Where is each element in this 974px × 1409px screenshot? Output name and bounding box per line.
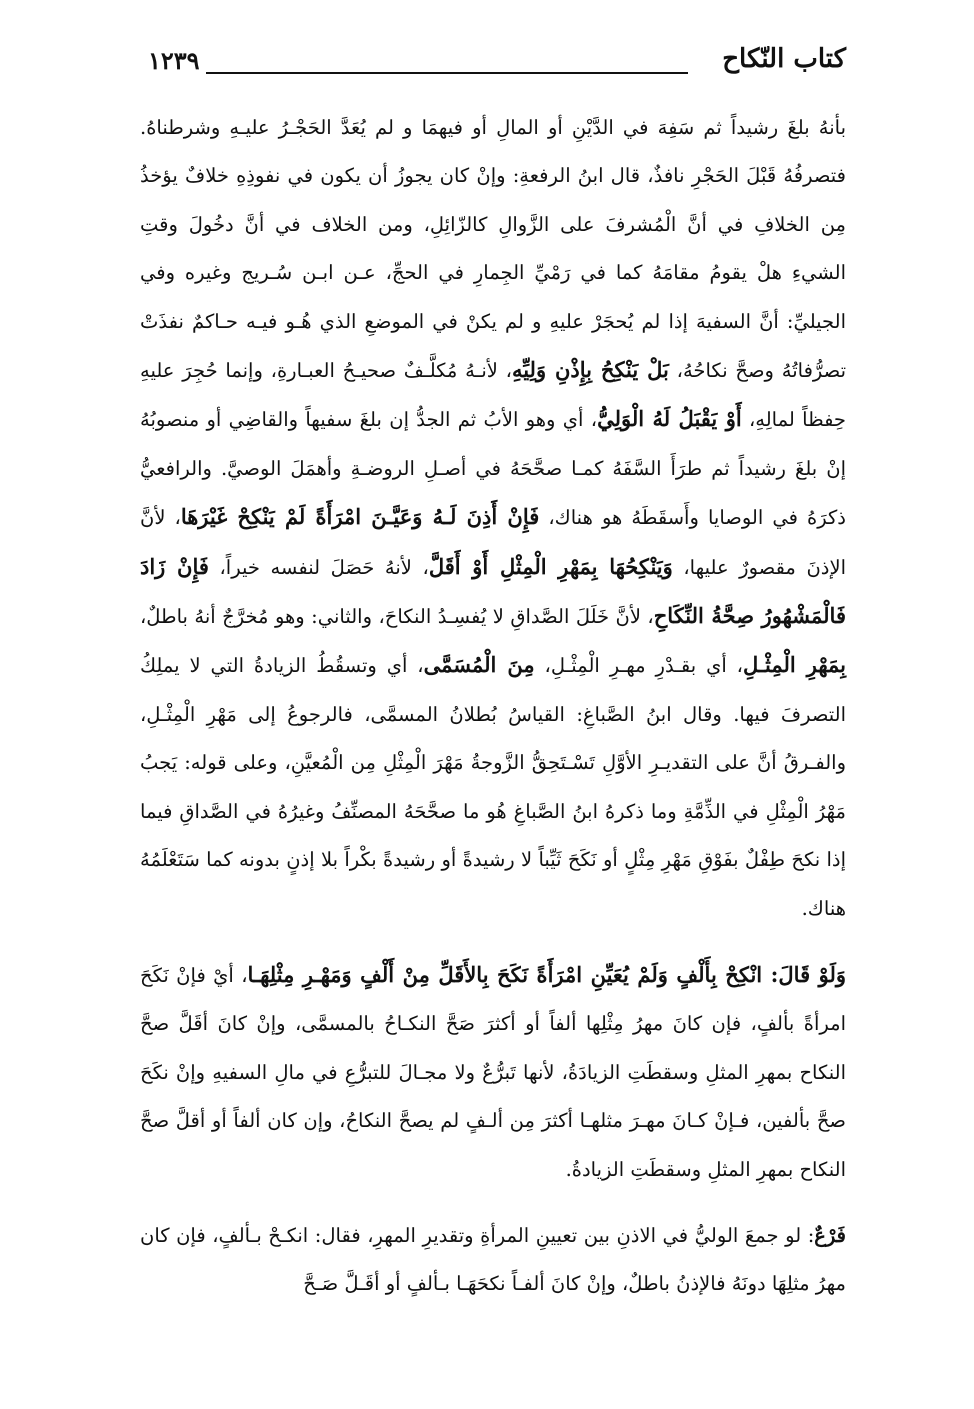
commentary-text: ، لأنـهُ مُكلَّـفٌ صحيـحُ العبـارةِ، وإنما حُجِرَ عليهِ حِفظاً لمالِهِ، xyxy=(140,359,846,432)
matn-text: أَوْ يَقْبَلُ لَهُ الْوَلِيُّ xyxy=(597,406,742,432)
subsection-label: فَرْعٌ xyxy=(814,1223,846,1247)
commentary-text: ، أي وهو الأبُ ثم الجدُّ إن بلغَ سفيهاً والقاضِي أو منصوبُهُ إنْ بلغَ رشيداً ثم طرَأَ السَّفَهُ كمـا صحَّحَهُ في أصـلِ الروضـةِ وأهمَلَ الوصيَّ. والرافعيُّ ذكرَهُ في الوصايا وأَسقَطَهُ هو هناك، xyxy=(140,408,846,530)
matn-text: مِنَ الْمُسَمَّى xyxy=(423,652,535,678)
commentary-text: ، أيْ فإنْ نَكَحَ امرأةً بألفٍ، فإن كانَ مهرُ مِثْلِها ألفاً أو أكثرَ صَحَّ النكـاحُ بالمسمَّى، وإنْ كانَ أقَلَّ صحَّ النكاح بمهرِ المثلِ وسقطَتِ الزيادَةُ، لأنها تَبرُّعٌ ولا مجـالَ للتبرُّعِ في مالِ السفيهِ وإنْ نكَحَ صحَّ بألفين، فـإنْ كـانَ مهـرَ مثلهـا أكثرَ مِن ألـفٍ لم يصحَّ النكاحُ، وإن كان ألفاً أو أقلَّ صحَّ النكاح بمهرِ المثلِ وسقطَتِ الزيادةُ. xyxy=(140,963,846,1181)
paragraph-commentary-1 xyxy=(140,104,846,933)
running-header xyxy=(148,38,846,88)
commentary-text: ، لأنَّ خَلَلَ الصَّداقِ لا يُفسِـدُ النكاحَ، والثاني: وهو مُخرَّجٌ أنهُ باطلٌ، xyxy=(140,605,654,629)
commentary-text: : لو جمعَ الوليُّ في الاذنِ بين تعيينِ المرأةِ وتقديرِ المهرِ، فقال: انكـحْ بـألفٍ، فإن كان مهرُ مثلِهَا دونَهُ فالإذنُ باطلٌ، وإنْ كانَ ألفـاً نكحَهَـا بـألفٍ أو أقَـلَّ صَـحَّ xyxy=(140,1223,846,1296)
commentary-text: ، لأنهُ حَصَلَ لنفسه خيراً، xyxy=(208,555,429,579)
header-rule xyxy=(206,72,688,74)
matn-text: فَإِنْ زَادَ فَالْمَشْهُورُ صِحَّةُ النِّكَاحِ xyxy=(140,553,846,629)
page-number: ١٢٣٩ xyxy=(148,46,200,75)
paragraph-subsection xyxy=(140,1212,846,1309)
body-text xyxy=(140,104,846,1309)
matn-text: فَإِنْ أَذِنَ لَـهُ وَعَيَّـنَ امْرَأَةً لَمْ يَنْكِحْ غَيْرَهَا xyxy=(180,504,540,530)
paragraph-commentary-2 xyxy=(140,951,846,1194)
commentary-text: بأنهُ بلغَ رشيداً ثم سَفِهَ في الدَّيْنِ أو المالِ أو فيهمَا و لم يُعَدَّ الحَجْـرُ عليـهِ وشرطناهُ. فتصرفُهُ قَبْلَ الحَجْرِ نافذٌ، قال ابنُ الرفعةِ: وإنْ كان يجوزُ أن يكون في نفوذِهِ خلافٌ يؤخذُ مِن الخلافِ في أنَّ الْمُشرفَ على الزَّوالِ كالزّائِلِ، ومن الخلاف في أنَّ دخُولَ وقتِ الشيءِ هلْ يقومُ مقامَهُ كما في رَمْيِّ الجِمارِ في الحجِّ، عـن ابـن سُـريج وغيره وفي الجيليِّ: أنَّ السفيهَ إذا لم يُحجَرْ عليهِ و لم يكنْ في الموضعِ الذي هُـو فيـه حـاكمٌ نفذَتْ تصرُّفاتُهُ وصحَّ نكاحُهُ، xyxy=(140,116,846,383)
matn-text: وَلَوْ قَالَ: انْكِحْ بِأَلْفٍ وَلَمْ يُعَيِّنِ امْرَأَةً نَكَحَ بِالأَقَلِّ مِنْ أَلْفٍ وَمَهْـرِ مِثْلِهَـا xyxy=(247,961,847,987)
commentary-text: ، أي بقـدْرِ مهـرِ الْمِثْـلِ، xyxy=(534,654,743,678)
matn-text: بَلْ يَنْكِحُ بِإِذْنِ وَلِيِّهِ xyxy=(511,357,669,383)
commentary-text: ، لأنَّ الإذنَ مقصورٌ عليها، xyxy=(140,506,847,579)
chapter-title: كتاب النّكاح xyxy=(722,44,846,74)
matn-text: وَيَنْكِحُهَا بِمَهْرِ الْمِثْلِ أَوْ أَقَلَّ xyxy=(428,553,673,579)
matn-text: بِمَهْرِ الْمِثْـلِ xyxy=(742,652,847,678)
commentary-text: ، أي وتسقُطُ الزيادةُ التي لا يملِكُ التصرفَ فيها. وقال ابنُ الصَّباغِ: القياسُ بُطلانُ المسمَّى، فالرجوعُ إلى مَهْرِ الْمِثْـلِ، والفـرقُ أنَّ على التقديـرِ الأوَّلِ تَسْـتَحِقُّ الزَّوجةُ مَهْرَ الْمِثْلِ مِن الْمُعيَّنِ، وعلى قوله: يَجبُ مَهْرُ الْمِثْلِ في الذِّمَّةِ وما ذكرهُ ابنُ الصَّباغِ هُو ما صحَّحَهُ المصنِّفُ وغيرُهُ في الصَّداقِ فيما إذا نكحَ طِفْلٌ بفَوْقِ مَهْرِ مِثْلٍ أو نَكَحَ ثَيِّباً لا رشيدةً أو رشيدةً بكْراً بلا إذنٍ بدونه كما سَتَعْلَمُهُ هناك. xyxy=(140,654,846,920)
